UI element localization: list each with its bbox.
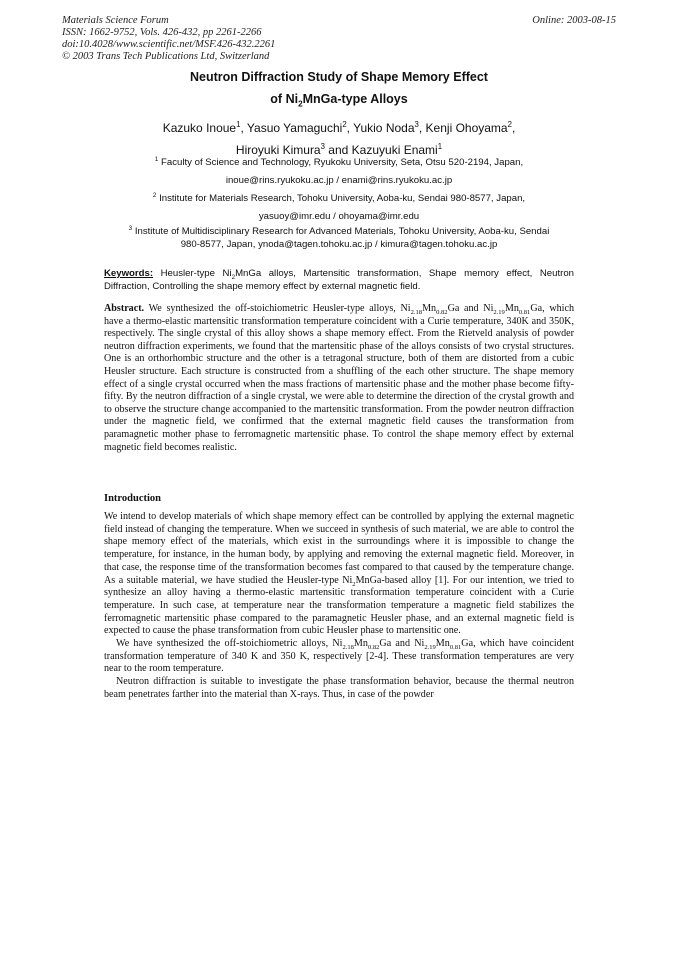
introduction-body [104,511,574,702]
abstract [104,303,574,454]
author-name: Kazuyuki Enami [351,143,438,157]
issn-line: ISSN: 1662-9752, Vols. 426-432, pp 2261-2266 [62,27,262,38]
author-affil: 2 [507,120,512,129]
keywords-text: MnGa alloys, Martensitic transformation, Shape memory effect, Neutron Diffraction, Controlling the shape memory effect by external magnetic field. [104,268,574,292]
title-subscript: 2 [298,99,303,109]
online-date: Online: 2003-08-15 [532,15,616,26]
title-text: MnGa-type Alloys [302,92,408,106]
affiliation-email: yasuoy@imr.edu / ohoyama@imr.edu [258,211,420,222]
paper-title [0,70,678,109]
author-line-1 [0,117,678,139]
affiliation-address [90,154,588,172]
abstract-text: We synthesized the off-stoichiometric Heusler-type alloys, [148,303,396,314]
affiliation-number: 2 [152,191,157,199]
separator: , [346,121,350,135]
title-text: of Ni [270,92,299,106]
author-affil: 3 [320,142,325,151]
author-name: Yasuo Yamaguchi [246,121,343,135]
alloy-formula: $Ni_{2.18}Mn_{0.82}Ga$ [400,303,460,317]
author-name: Hiroyuki Kimura [235,143,321,157]
affiliation-number: 1 [154,155,159,163]
affiliation-text: Faculty of Science and Technology, Ryukoku University, Seta, Otsu 520-2194, Japan, [161,157,524,168]
keywords-label: Keywords: [104,268,154,279]
affiliation-email: inoue@rins.ryukoku.ac.jp / enami@rins.ryukoku.ac.jp [225,175,453,186]
affiliation-3 [100,226,578,251]
journal-header [62,15,275,63]
author-affil: 1 [437,142,443,151]
doi-line: doi:10.4028/www.scientific.net/MSF.426-432.2261 [62,39,276,50]
affiliation-email: 980-8577, Japan, ynoda@tagen.tohoku.ac.jp / kimura@tagen.tohoku.ac.jp [180,238,498,250]
keywords-subscript: 2 [231,273,236,281]
author-and: and [328,143,349,157]
affiliation-number: 3 [128,224,133,232]
title-line-1: Neutron Diffraction Study of Shape Memory Effect [190,70,488,84]
journal-name: Materials Science Forum [62,15,169,26]
affiliation-text: Institute for Materials Research, Tohoku University, Aoba-ku, Sendai 980-8577, Japan, [159,193,526,204]
paragraph: We intend to develop materials of which shape memory effect can be controlled by applying the external magnetic field instead of changing the temperature. When we succeed in synthesis of such material, we are able to control the shape memory effect of the materials, which exist in the surroundings where it is impossible to change the temperature, for instance, in the human body, by applying and removing the external magnetic field. Moreover, in that case, the response time of the transformation becomes fast compared to that caused by the temperature change. As a suitable material, we have studied the Heusler-type $Ni_2MnGa$-based alloy [1]. For our intention, we tried to synthesize an alloy having a thermo-elastic martensitic transformation temperature coincident with a Curie temperature. In such case, at temperature near the transformation temperature a magnetic field stabilizes the ferromagnetic martensitic phase compared to the paramagnetic Heusler phase, and an external magnetic field is expected to cause the phase transformation from cubic Heusler phase to martensitic one. [104,511,574,637]
author-affil: 2 [342,120,347,129]
affiliation-2 [90,190,588,226]
keywords [104,268,574,293]
separator: , [240,121,244,135]
paragraph: We have synthesized the off-stoichiometric alloys, $Ni_{2.18}Mn_{0.82}Ga$ and $Ni_{2.19}Mn_{0.81}Ga$, which have coincident transformation temperature of 340 K and 350 K, respectively [2-4]. These transformation temperatures are very near to the room temperature. [104,638,575,675]
alloy-formula: $Ni_{2.19}Mn_{0.81}Ga$ [483,303,543,317]
alloy-formula: $Ni_{2.19}Mn_{0.81}Ga$ [414,638,474,652]
separator: , [418,121,423,135]
author-name: Kenji Ohoyama [425,121,508,135]
affiliation-address [90,190,588,208]
affiliation-text: Institute of Multidisciplinary Research for Advanced Materials, Tohoku University, Aoba-ku, Sendai [134,226,550,237]
alloy-formula: $Ni_{2.18}Mn_{0.82}Ga$ [332,638,392,652]
affiliation-1 [90,154,588,190]
author-name: Kazuko Inoue [162,121,237,135]
abstract-label: Abstract. [104,303,145,314]
abstract-text: , which have a thermo-elastic martensitic transformation temperature coincident with a Curie temperature, 340K and 350K, respectively. The single crystal of this alloy shows a shape memory effect. From the Rietveld analysis of powder neutron diffraction experiments, we found that the martensitic phase of the alloys consists of two crystal structures. One is an orthorhombic structure and the other is a tetragonal structure, both of them are distorted from a cubic Heusler structure. Each structure is constructed from a shuffling of the each other structure. The shape memory effect of a single crystal occurred when the mass fractions of martensitic phase and the mother phase become fifty-fifty. By the neutron diffraction of a single crystal, we were able to determine the direction of the crystal growth and to observe the structure change accompanied to the martensitic transformation. From the powder neutron diffraction under the magnetic field, we confirmed that the external magnetic field causes the transformation from paramagnetic mother phase to ferromagnetic martensitic phase. To control the shape memory effect by external magnetic field becomes realistic. [104,303,574,453]
keywords-text: Heusler-type Ni [160,268,232,279]
abstract-text: and [464,303,479,314]
affiliation-address [100,226,578,239]
section-title-introduction: Introduction [104,493,161,504]
author-affil: 1 [236,120,241,129]
paragraph: Neutron diffraction is suitable to investigate the phase transformation behavior, because the thermal neutron beam penetrates farther into the material than X-rays. Thus, in case of the powder [104,676,574,700]
author-name: Yukio Noda [353,121,415,135]
copyright-line: © 2003 Trans Tech Publications Ltd, Switzerland [62,51,270,62]
separator: , [511,121,516,135]
title-line-2 [0,92,678,109]
author-affil: 3 [414,120,419,129]
